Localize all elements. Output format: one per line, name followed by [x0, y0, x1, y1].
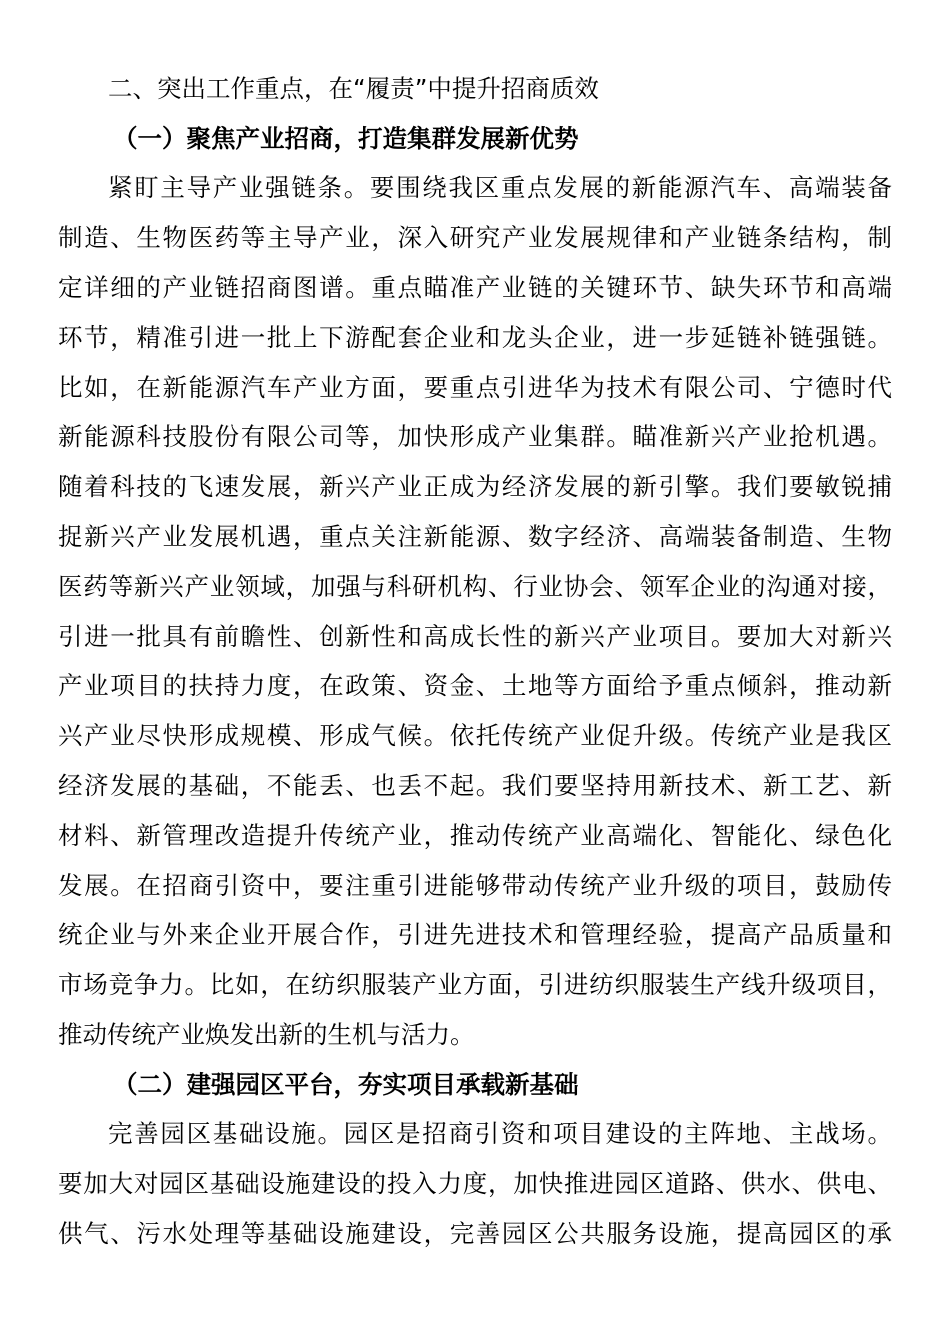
paragraph-line: 引进一批具有前瞻性、创新性和高成长性的新兴产业项目。要加大对新兴 — [58, 622, 892, 651]
paragraph-line: 新能源科技股份有限公司等，加快形成产业集群。瞄准新兴产业抢机遇。 — [58, 422, 892, 451]
paragraph-line: 要加大对园区基础设施建设的投入力度，加快推进园区道路、供水、供电、 — [58, 1169, 892, 1198]
paragraph-line: 捉新兴产业发展机遇，重点关注新能源、数字经济、高端装备制造、生物 — [58, 522, 892, 551]
paragraph-line: 供气、污水处理等基础设施建设，完善园区公共服务设施，提高园区的承 — [58, 1219, 892, 1248]
paragraph-line: 推动传统产业焕发出新的生机与活力。 — [58, 1020, 475, 1049]
paragraph-line: 随着科技的飞速发展，新兴产业正成为经济发展的新引擎。我们要敏锐捕 — [58, 472, 892, 501]
paragraph-line: 制造、生物医药等主导产业，深入研究产业发展规律和产业链条结构，制 — [58, 223, 892, 252]
paragraph-line: 完善园区基础设施。园区是招商引资和项目建设的主阵地、主战场。 — [108, 1119, 892, 1148]
paragraph-line: 统企业与外来企业开展合作，引进先进技术和管理经验，提高产品质量和 — [58, 920, 892, 949]
paragraph-line: 材料、新管理改造提升传统产业，推动传统产业高端化、智能化、绿色化 — [58, 821, 892, 850]
paragraph-line: 兴产业尽快形成规模、形成气候。依托传统产业促升级。传统产业是我区 — [58, 721, 892, 750]
paragraph-line: 定详细的产业链招商图谱。重点瞄准产业链的关键环节、缺失环节和高端 — [58, 273, 892, 302]
subsection-heading-1: （一）聚焦产业招商，打造集群发展新优势 — [113, 124, 579, 153]
section-title: 二、突出工作重点，在“履责”中提升招商质效 — [108, 74, 599, 103]
paragraph-line: 紧盯主导产业强链条。要围绕我区重点发展的新能源汽车、高端装备 — [108, 173, 892, 202]
subsection-heading-2: （二）建强园区平台，夯实项目承载新基础 — [113, 1070, 579, 1099]
paragraph-line: 环节，精准引进一批上下游配套企业和龙头企业，进一步延链补链强链。 — [58, 323, 892, 352]
paragraph-line: 发展。在招商引资中，要注重引进能够带动传统产业升级的项目，鼓励传 — [58, 871, 892, 900]
paragraph-line: 医药等新兴产业领域，加强与科研机构、行业协会、领军企业的沟通对接， — [58, 572, 892, 601]
paragraph-line: 产业项目的扶持力度，在政策、资金、土地等方面给予重点倾斜，推动新 — [58, 671, 892, 700]
paragraph-line: 市场竞争力。比如，在纺织服装产业方面，引进纺织服装生产线升级项目， — [58, 970, 892, 999]
paragraph-line: 经济发展的基础，不能丢、也丢不起。我们要坚持用新技术、新工艺、新 — [58, 771, 892, 800]
paragraph-line: 比如，在新能源汽车产业方面，要重点引进华为技术有限公司、宁德时代 — [58, 373, 892, 402]
